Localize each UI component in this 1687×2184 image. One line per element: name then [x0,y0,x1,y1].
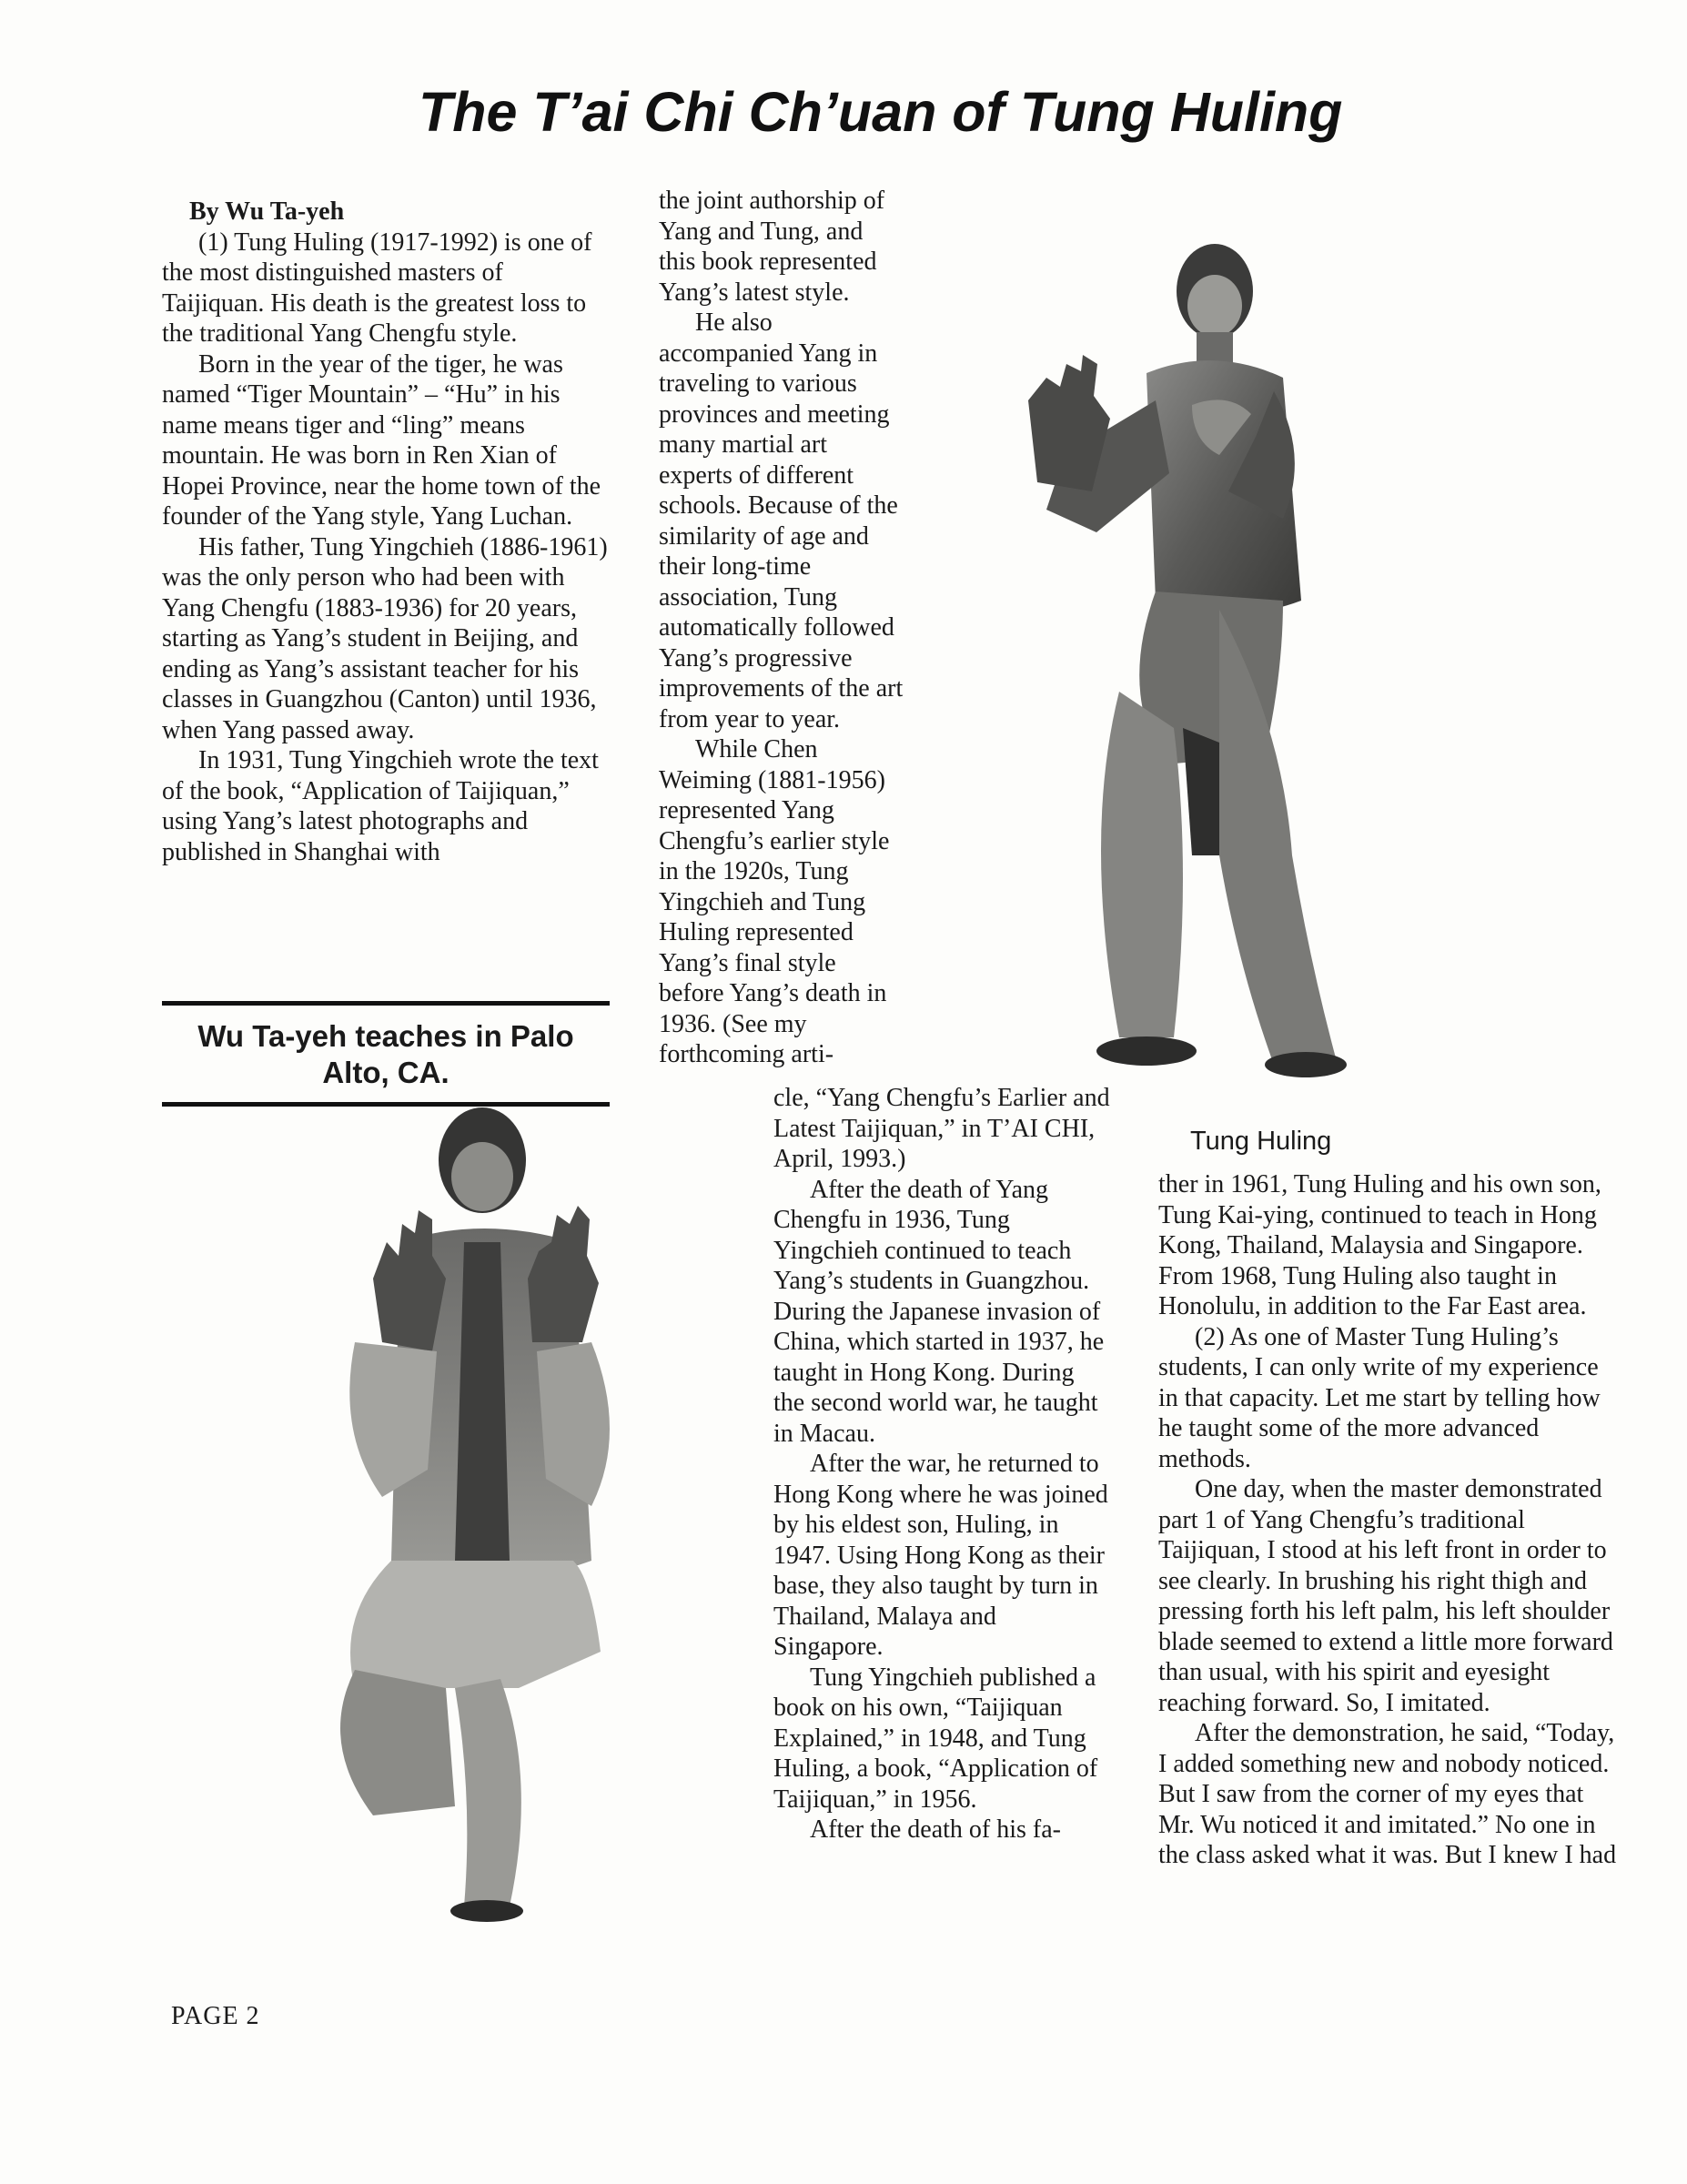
paragraph: Tung Yingchieh published a book on his own, “Taijiquan Explained,” in 1948, and Tung Huling, a book, “Application of Taijiquan,” in 1956. [773,1663,1098,1814]
paragraph: After the war, he returned to Hong Kong where he was joined by his eldest son, Huling, in 1947. Using Hong Kong as their base, they also taught by turn in Thailand, Malaya and Singapore. [773,1450,1108,1661]
paragraph: Born in the year of the tiger, he was named “Tiger Mountain” – “Hu” in his name means tiger and “ling” means mountain. He was born in Ren Xian of Hopei Province, near the home town of the founder of the Yang style, Yang Luchan. [162,349,601,531]
paragraph: One day, when the master demonstrated part 1 of Yang Chengfu’s traditional Taijiquan, I stood at his left front in order to see clearly. In brushing his right thigh and pressing forth his left palm, his left shoulder blade seemed to extend a little more forward than usual, with his spirit and eyesight reaching forward. So, I imitated. [1158,1475,1613,1717]
paragraph: He also accompanied Yang in traveling to various provinces and meeting many martial art experts of different schools. Because of the similarity of age and their long-time association, Tung automatically followed Yang’s progressive improvements of the art from year to year. [659,308,904,733]
paragraph: After the death of Yang Chengfu in 1936, Tung Yingchieh continued to teach Yang’s students in Guangzhou. During the Japanese invasion of China, which started in 1937, he taught in Hong Kong. During the second world war, he taught in Macau. [773,1175,1105,1448]
teaching-notice-box: Wu Ta-yeh teaches in Palo Alto, CA. [162,1001,610,1107]
column-1 [162,197,610,867]
byline: By Wu Ta-yeh [189,197,345,226]
photo-caption: Tung Huling [1190,1127,1332,1156]
paragraph: cle, “Yang Chengfu’s Earlier and Latest Taijiquan,” in T’AI CHI, April, 1993.) [773,1084,1110,1173]
column-2-upper [659,186,904,1070]
page-number: PAGE 2 [171,2002,260,2030]
column-3 [1158,1169,1621,1871]
photo-tung-huling-standing [1010,218,1374,1083]
paragraph: ther in 1961, Tung Huling and his own son, Tung Kai-ying, continued to teach in Hong Kong, Thailand, Malaysia and Singapore. From 1968, Tung Huling also taught in Honolulu, in addition to the Far East area. [1158,1170,1601,1320]
paragraph: In 1931, Tung Yingchieh wrote the text of the book, “Application of Taijiquan,” using Yang’s latest photographs and published in Shanghai with [162,746,599,866]
photo-wu-ta-yeh-pose [300,1106,682,1925]
paragraph: (1) Tung Huling (1917-1992) is one of the most distinguished masters of Taijiquan. His death is the greatest loss to the traditional Yang Chengfu style. [162,228,592,348]
paragraph: (2) As one of Master Tung Huling’s students, I can only write of my experience in that capacity. Let me start by telling how he taught some of the more advanced methods. [1158,1322,1601,1473]
paragraph: the joint authorship of Yang and Tung, and this book represented Yang’s latest style. [659,187,885,307]
paragraph: While Chen Weiming (1881-1956) represented Yang Chengfu’s earlier style in the 1920s, Tung Yingchieh and Tung Huling represented Yang’s final style before Yang’s death in 1936. (See my forthcoming arti- [659,735,890,1068]
column-2-lower [773,1083,1110,1845]
paragraph: After the death of his fa- [810,1815,1061,1844]
article-title: The T’ai Chi Ch’uan of Tung Huling [419,81,1343,143]
paragraph: His father, Tung Yingchieh (1886-1961) was the only person who had been with Yang Chengfu (1883-1936) for 20 years, starting as Yang’s student in Beijing, and ending as Yang’s assistant teacher for his classes in Guangzhou (Canton) until 1936, when Yang passed away. [162,532,608,744]
paragraph: After the demonstration, he said, “Today, I added something new and nobody noticed. But I saw from the corner of my eyes that Mr. Wu noticed it and imitated.” No one in the class asked what it was. But I knew I had [1158,1719,1617,1869]
